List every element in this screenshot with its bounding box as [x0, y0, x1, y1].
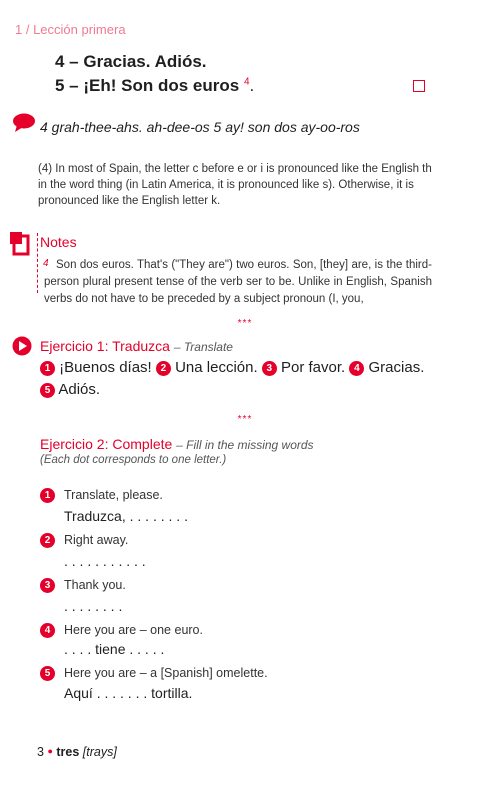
exercise-2-answer: . . . . . . . . . . .: [64, 553, 146, 569]
page-number-pronunciation: [trays]: [82, 745, 117, 759]
exercise-2-prompt: Thank you.: [64, 578, 126, 592]
item-number-badge: 3: [40, 578, 55, 593]
checkbox-square-icon: [413, 80, 425, 92]
item-number-badge: 2: [40, 533, 55, 548]
exercise-1-item: Adiós.: [58, 381, 101, 398]
dialog-end: .: [249, 76, 255, 95]
item-number-badge: 2: [156, 361, 171, 376]
line-number: 5 –: [55, 76, 79, 95]
notes-icon: [10, 232, 34, 261]
dialog-text: ¡Eh! Son dos euros: [83, 76, 240, 95]
notes-title: Notes: [40, 234, 77, 250]
exercise-2-prompt: Right away.: [64, 533, 129, 547]
exercise-1-heading: Ejercicio 1: Traduzca: [40, 338, 170, 354]
note-ref: 4: [243, 76, 250, 88]
note-number: 4: [43, 258, 49, 269]
lesson-header: 1 / Lección primera: [15, 22, 126, 37]
dialog-line-4: [55, 52, 207, 72]
section-separator: ***: [237, 414, 253, 425]
section-separator: ***: [237, 318, 253, 329]
item-number-badge: 4: [349, 361, 364, 376]
speech-bubble-icon: [12, 113, 36, 138]
exercise-2-heading: Ejercicio 2: Complete: [40, 436, 173, 452]
item-number-badge: 5: [40, 666, 55, 681]
exercise-1-subtitle: – Translate: [173, 340, 233, 354]
exercise-1-item: Gracias.: [368, 359, 425, 376]
exercise-2-answer: . . . . tiene . . . . .: [64, 641, 165, 657]
exercise-1-items: [40, 357, 440, 401]
exercise-2-prompt: Here you are – a [Spanish] omelette.: [64, 666, 268, 680]
dialog-line-5: [55, 76, 254, 96]
exercise-1-title: [40, 338, 233, 354]
item-number-badge: 4: [40, 623, 55, 638]
notes-divider: [37, 233, 38, 293]
exercise-2-instruction: (Each dot corresponds to one letter.): [40, 454, 227, 466]
exercise-2-answer: Traduzca, . . . . . . . .: [64, 508, 188, 524]
dialog-text: Gracias. Adiós.: [83, 52, 207, 71]
page-number: 3: [37, 745, 44, 759]
exercise-2-prompt: Here you are – one euro.: [64, 623, 203, 637]
note-text: Son dos euros. That's ("They are") two euros. Son, [they] are, is the third-person plural present tense of the verb ser to be. Unlike in English, Spanish verbs do not have to be preceded by a subject pronoun (I, you,: [44, 259, 432, 305]
exercise-2-answer: Aquí . . . . . . . tortilla.: [64, 685, 193, 701]
exercise-1-item: Una lección.: [175, 359, 258, 376]
bullet-dot-icon: ●: [47, 746, 53, 756]
item-number-badge: 5: [40, 383, 55, 398]
exercise-1-item: Por favor.: [280, 359, 346, 376]
item-number-badge: 1: [40, 361, 55, 376]
item-number-badge: 3: [262, 361, 277, 376]
item-number-badge: 1: [40, 488, 55, 503]
page-number-word: tres: [56, 745, 80, 759]
exercise-2-title: [40, 436, 314, 452]
exercise-2-prompt: Translate, please.: [64, 488, 163, 502]
page-footer: [37, 745, 117, 759]
exercise-2-answer: . . . . . . . .: [64, 598, 123, 614]
line-number: 4 –: [55, 52, 79, 71]
exercise-2-subtitle: – Fill in the missing words: [176, 438, 314, 452]
play-icon: [12, 336, 32, 361]
footnote-4: (4) In most of Spain, the letter c before e or i is pronounced like the English th in the word thing (in Latin America, it is pronounced like s). Otherwise, it is pronounced like the English letter k.: [38, 163, 432, 207]
exercise-1-item: ¡Buenos días!: [59, 359, 152, 376]
pronunciation-line: 4 grah-thee-ahs. ah-dee-os 5 ay! son dos ay-oo-ros: [40, 119, 360, 135]
